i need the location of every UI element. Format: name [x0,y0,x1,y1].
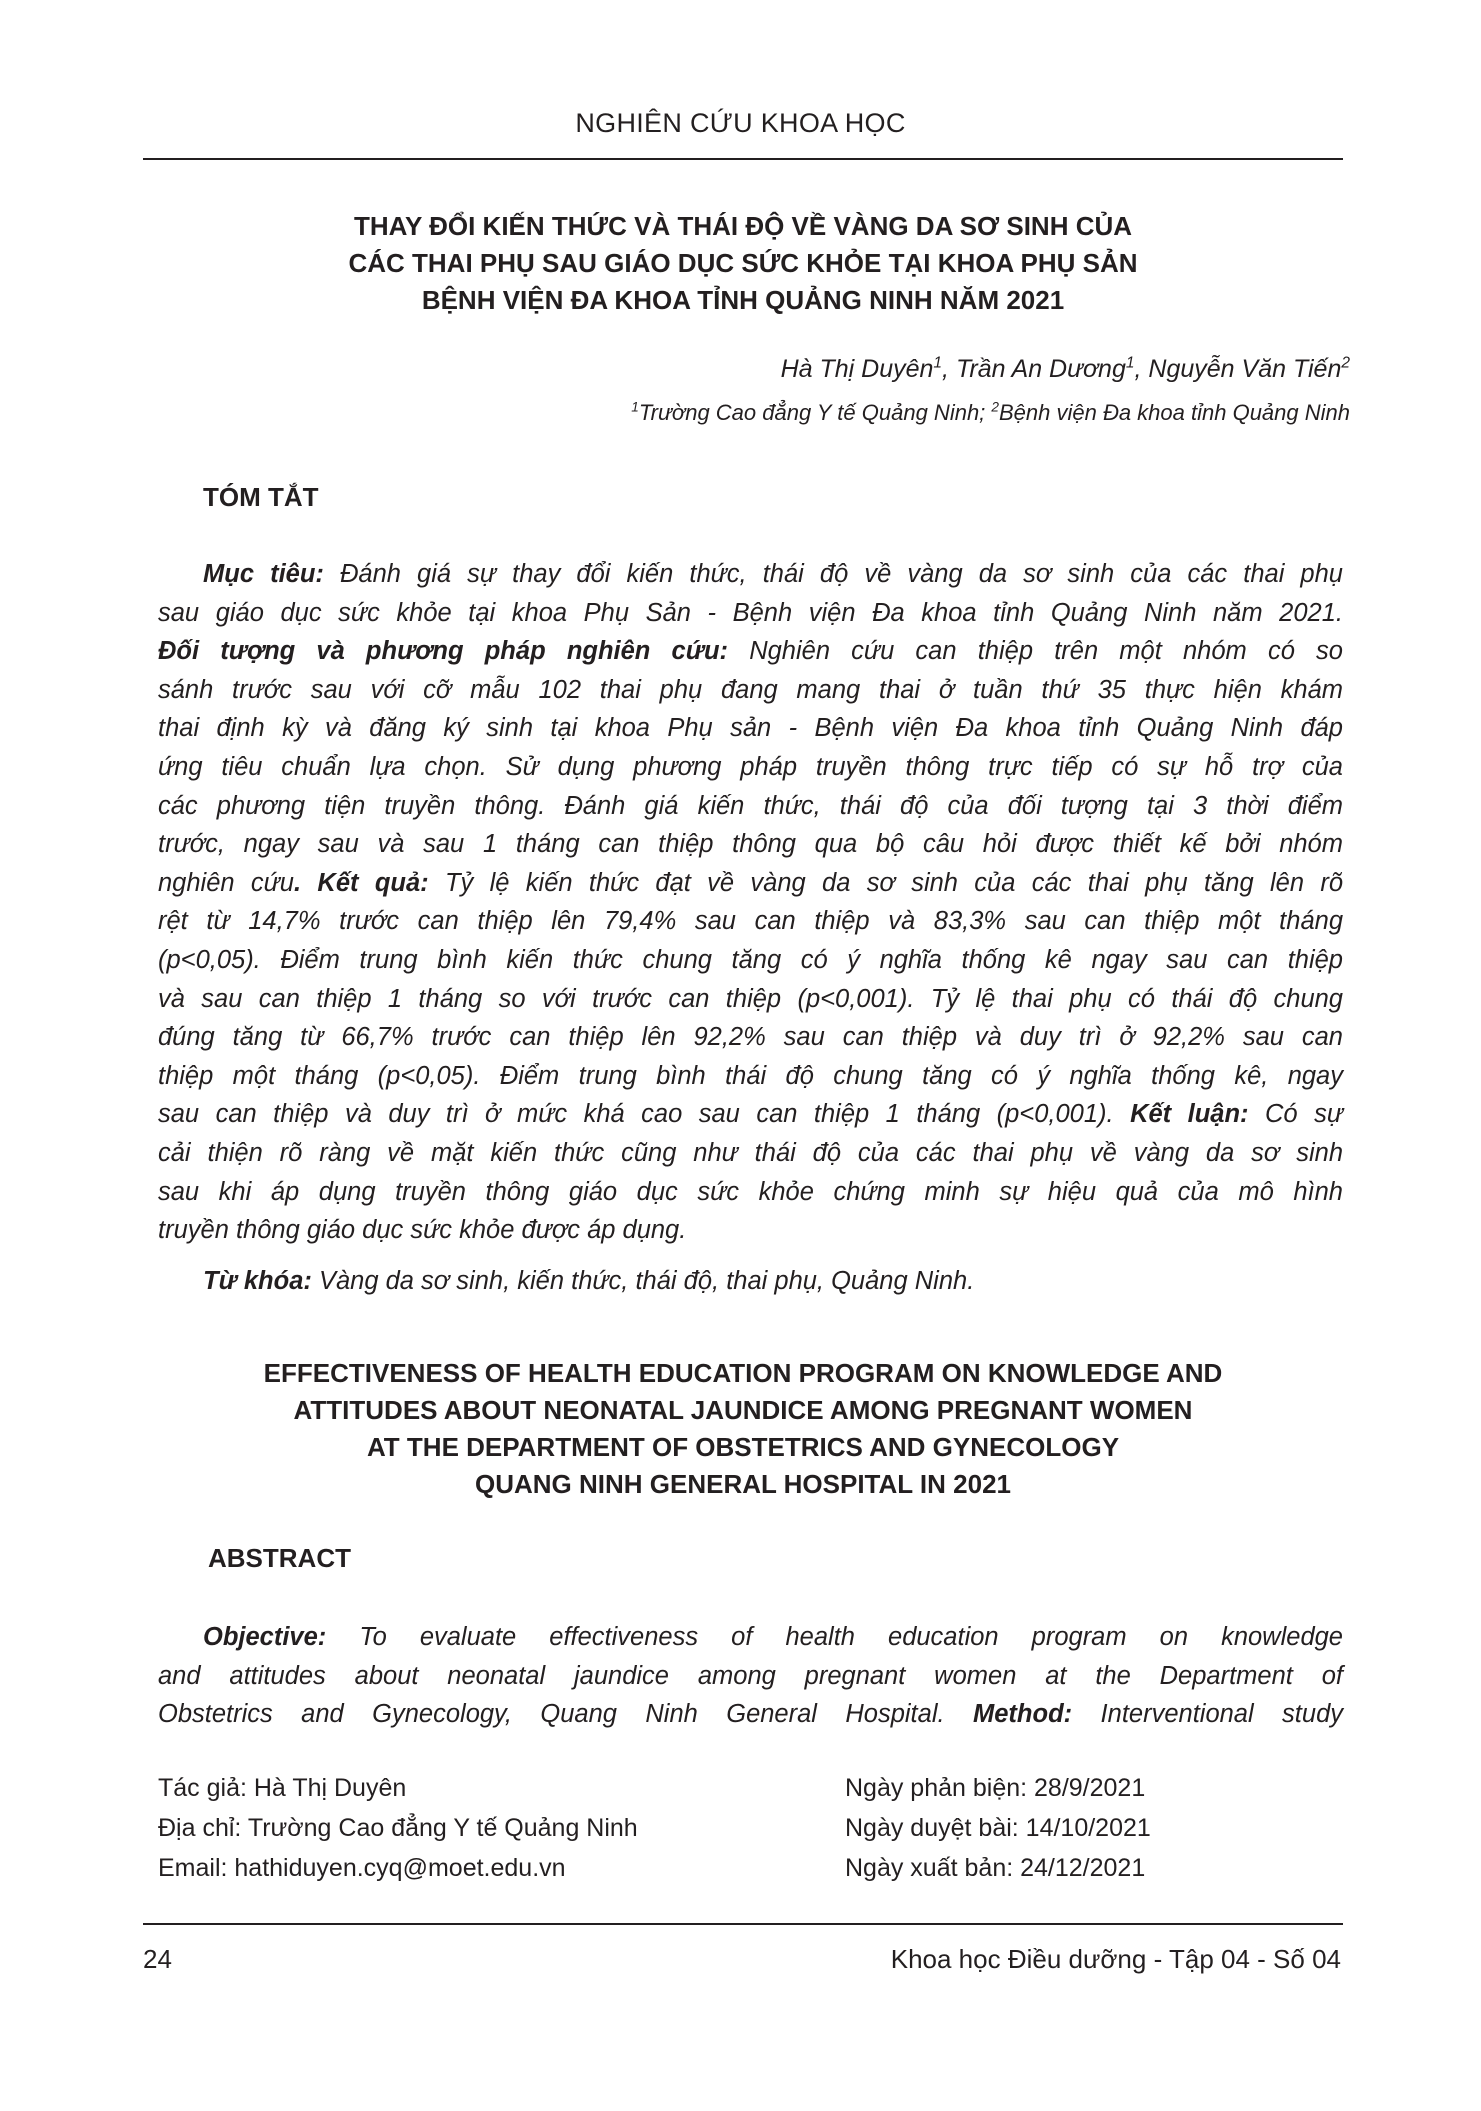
abstract-line: và sau can thiệp 1 tháng so với trước can thiệp (p<0,001). Tỷ lệ thai phụ có thái độ chung [158,984,1343,1013]
vietnamese-title-line: BỆNH VIỆN ĐA KHOA TỈNH QUẢNG NINH NĂM 2021 [421,285,1065,315]
keywords-label: Từ khóa: [203,1267,312,1295]
affiliation-marker: 1 [631,399,639,415]
abstract-line: cải thiện rõ ràng về mặt kiến thức cũng như thái độ của các thai phụ về vàng da sơ sinh [158,1138,1343,1167]
english-abstract [158,1618,1343,1734]
affiliation-text: Trường Cao đẳng Y tế Quảng Ninh; [638,400,992,425]
conclusion-label: Kết luận: [1130,1100,1249,1129]
author-info [158,1768,638,1888]
corresponding-author: Tác giả: Hà Thị Duyên [158,1774,407,1802]
footer-rule [143,1923,1343,1925]
page-number: 24 [143,1944,172,1974]
abstract-line: thai định kỳ và đăng ký sinh tại khoa Phụ sản - Bệnh viện Đa khoa tỉnh Quảng Ninh đáp [158,714,1343,743]
english-title-line: QUANG NINH GENERAL HOSPITAL IN 2021 [475,1469,1011,1499]
running-head: NGHIÊN CỨU KHOA HỌC [575,108,906,138]
abstract-line: các phương tiện truyền thông. Đánh giá kiến thức, thái độ của đối tượng tại 3 thời điểm [158,791,1343,820]
vietnamese-title-line: CÁC THAI PHỤ SAU GIÁO DỤC SỨC KHỎE TẠI KHOA PHỤ SẢN [348,248,1138,278]
method-label: Method: [973,1700,1073,1729]
abstract-line: Objective: To evaluate effectiveness of health education program on knowledge [203,1623,1343,1651]
vietnamese-title-line: THAY ĐỔI KIẾN THỨC VÀ THÁI ĐỘ VỀ VÀNG DA SƠ SINH CỦA [353,211,1133,241]
review-date: Ngày phản biện: 28/9/2021 [845,1774,1146,1802]
abstract-line: nghiên cứu. Kết quả: Tỷ lệ kiến thức đạt về vàng da sơ sinh của các thai phụ tăng lên rõ [158,868,1344,897]
abstract-line: Mục tiêu: Đánh giá sự thay đổi kiến thức, thái độ về vàng da sơ sinh của các thai phụ [203,560,1343,588]
abstract-line: trước, ngay sau và sau 1 tháng can thiệp thông qua bộ câu hỏi được thiết kế bởi nhóm [158,830,1343,859]
abstract-heading: ABSTRACT [208,1543,351,1573]
abstract-line: thiệp một tháng (p<0,05). Điểm trung bình thái độ chung tăng có ý nghĩa thống kê, ngay [158,1061,1343,1090]
author-list [781,355,1350,384]
author-name: Hà Thị Duyên [780,355,934,383]
methods-label: Đối tượng và phương pháp nghiên cứu: [158,637,729,666]
affiliations [631,400,1350,426]
abstract-line: and attitudes about neonatal jaundice among pregnant women at the Department of [158,1661,1343,1690]
author-name: Nguyễn Văn Tiến [1148,355,1342,383]
vietnamese-title [143,208,1343,319]
english-title [143,1355,1343,1503]
objective-label: Objective: [203,1623,327,1651]
vietnamese-abstract [158,555,1343,1250]
keywords [203,1262,974,1301]
english-title-line: EFFECTIVENESS OF HEALTH EDUCATION PROGRAM ON KNOWLEDGE AND [263,1358,1223,1388]
affiliation-marker: 2 [991,399,999,415]
affiliation-marker: 2 [1341,354,1350,372]
tomtat-heading: TÓM TẮT [203,482,319,512]
abstract-line: sau can thiệp và duy trì ở mức khá cao sau can thiệp 1 tháng (p<0,001). Kết luận: Có sự [158,1100,1343,1129]
keywords-text: Vàng da sơ sinh, kiến thức, thái độ, thai phụ, Quảng Ninh. [311,1267,975,1295]
affiliation-marker: 1 [933,354,943,372]
header-rule [143,158,1343,160]
abstract-line: sau khi áp dụng truyền thông giáo dục sức khỏe chứng minh sự hiệu quả của mô hình [158,1177,1343,1206]
abstract-line: rệt từ 14,7% trước can thiệp lên 79,4% sau can thiệp và 83,3% sau can thiệp một tháng [158,907,1343,936]
publication-date: Ngày xuất bản: 24/12/2021 [845,1854,1146,1882]
affiliation-text: Bệnh viện Đa khoa tỉnh Quảng Ninh [998,400,1350,425]
abstract-line: Đối tượng và phương pháp nghiên cứu: Nghiên cứu can thiệp trên một nhóm có so [158,637,1343,666]
abstract-line: đúng tăng từ 66,7% trước can thiệp lên 92,2% sau can thiệp và duy trì ở 92,2% sau can [158,1023,1343,1052]
abstract-line: truyền thông giáo dục sức khỏe được áp dụng. [158,1216,687,1245]
author-address: Địa chỉ: Trường Cao đẳng Y tế Quảng Ninh [158,1814,638,1842]
abstract-line: ứng tiêu chuẩn lựa chọn. Sử dụng phương pháp truyền thông trực tiếp có sự hỗ trợ của [158,752,1343,781]
abstract-line: Obstetrics and Gynecology, Quang Ninh General Hospital. Method: Interventional study [158,1700,1344,1729]
abstract-line: sánh trước sau với cỡ mẫu 102 thai phụ đang mang thai ở tuần thứ 35 thực hiện khám [158,675,1343,704]
english-title-line: AT THE DEPARTMENT OF OBSTETRICS AND GYNECOLOGY [366,1432,1120,1462]
abstract-line: (p<0,05). Điểm trung bình kiến thức chung tăng có ý nghĩa thống kê ngay sau can thiệp [158,945,1343,974]
abstract-line: sau giáo dục sức khỏe tại khoa Phụ Sản - Bệnh viện Đa khoa tỉnh Quảng Ninh năm 2021. [158,598,1343,627]
author-email: Email: hathiduyen.cyq@moet.edu.vn [158,1854,566,1882]
english-title-line: ATTITUDES ABOUT NEONATAL JAUNDICE AMONG PREGNANT WOMEN [293,1395,1193,1425]
author-separator: , [942,355,956,383]
acceptance-date: Ngày duyệt bài: 14/10/2021 [845,1814,1151,1842]
journal-name: Khoa học Điều dưỡng - Tập 04 - Số 04 [890,1944,1341,1974]
author-name: Trần An Dương [955,355,1126,383]
objective-label: Mục tiêu: [203,560,324,588]
affiliation-marker: 1 [1125,354,1135,372]
results-label: . Kết quả: [294,868,429,897]
publication-dates [845,1768,1151,1888]
author-separator: , [1134,355,1149,383]
